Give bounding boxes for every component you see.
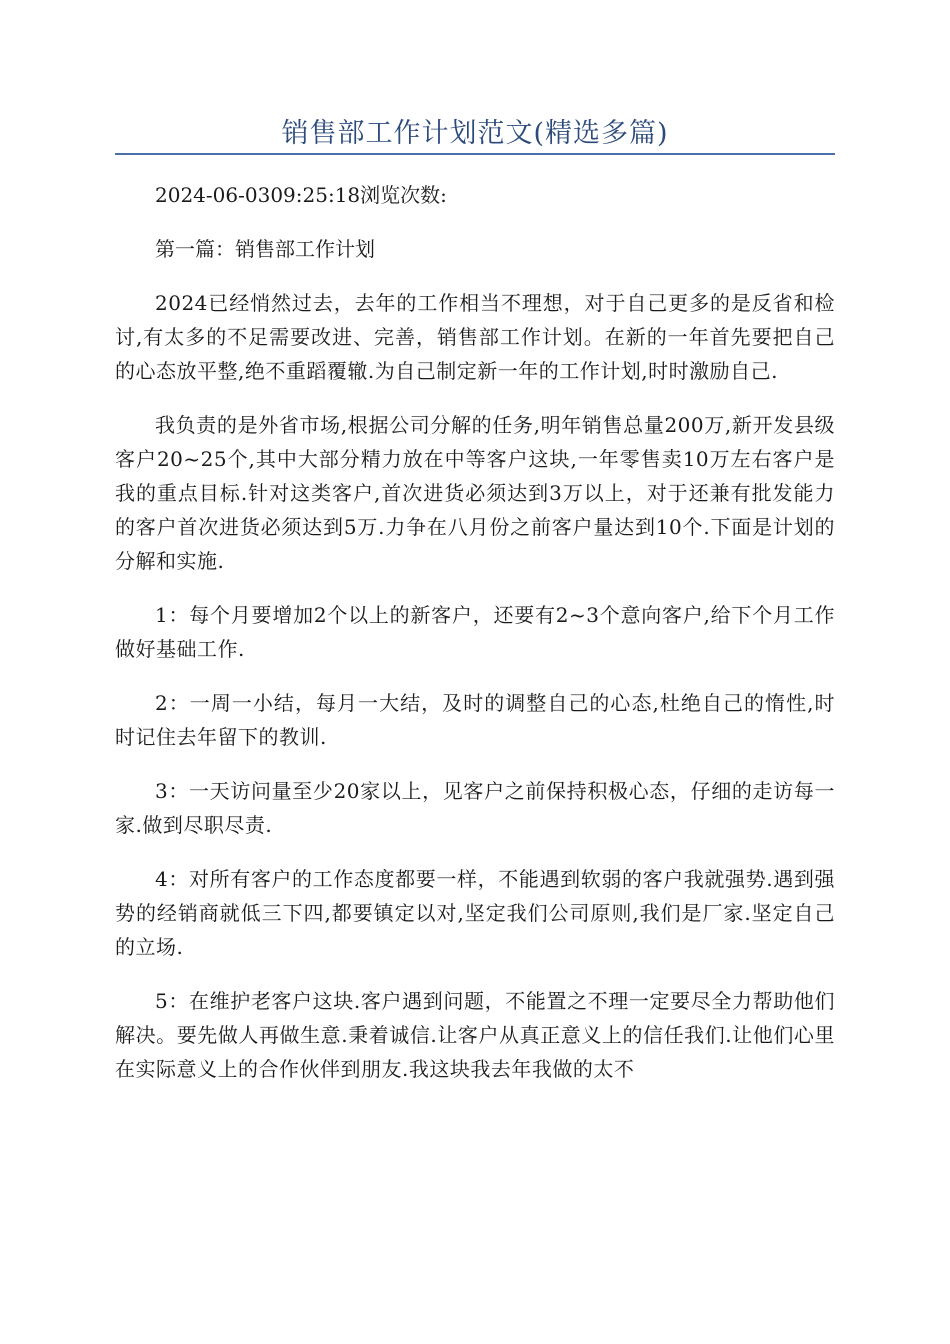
- title-underline: [115, 153, 835, 155]
- paragraph: 3：一天访问量至少20家以上，见客户之前保持积极心态，仔细的走访每一家.做到尽职尽责.: [115, 779, 835, 837]
- publish-timestamp: 2024-06-0309:25:18: [155, 183, 361, 207]
- paragraph: 1：每个月要增加2个以上的新客户，还要有2~3个意向客户,给下个月工作做好基础工作.: [115, 603, 835, 661]
- document-title: 销售部工作计划范文(精选多篇): [281, 118, 669, 149]
- paragraph: 5：在维护老客户这块.客户遇到问题，不能置之不理一定要尽全力帮助他们解决。要先做人再做生意.秉着诚信.让客户从真正意义上的信任我们.让他们心里在实际意义上的合作伙伴到朋友.我这块我去年我做的太不: [115, 989, 835, 1081]
- document-meta: [115, 178, 835, 212]
- paragraph: 2024已经悄然过去，去年的工作相当不理想，对于自己更多的是反省和检讨,有太多的不足需要改进、完善，销售部工作计划。在新的一年首先要把自己的心态放平整,绝不重蹈覆辙.为自己制定新一年的工作计划,时时激励自己.: [115, 291, 835, 383]
- paragraph: 我负责的是外省市场,根据公司分解的任务,明年销售总量200万,新开发县级客户20~25个,其中大部分精力放在中等客户这块,一年零售卖10万左右客户是我的重点目标.针对这类客户,首次进货必须达到3万以上，对于还兼有批发能力的客户首次进货必须达到5万.力争在八月份之前客户量达到10个.下面是计划的分解和实施.: [115, 413, 835, 573]
- section-heading: 第一篇：销售部工作计划: [155, 237, 375, 261]
- paragraph: 4：对所有客户的工作态度都要一样，不能遇到软弱的客户我就强势.遇到强势的经销商就低三下四,都要镇定以对,坚定我们公司原则,我们是厂家.坚定自己的立场.: [115, 867, 835, 959]
- paragraph: 2：一周一小结，每月一大结，及时的调整自己的心态,杜绝自己的惰性,时时记住去年留下的教训.: [115, 691, 835, 749]
- document-body: [115, 178, 835, 1106]
- view-count-label: 浏览次数:: [360, 183, 447, 207]
